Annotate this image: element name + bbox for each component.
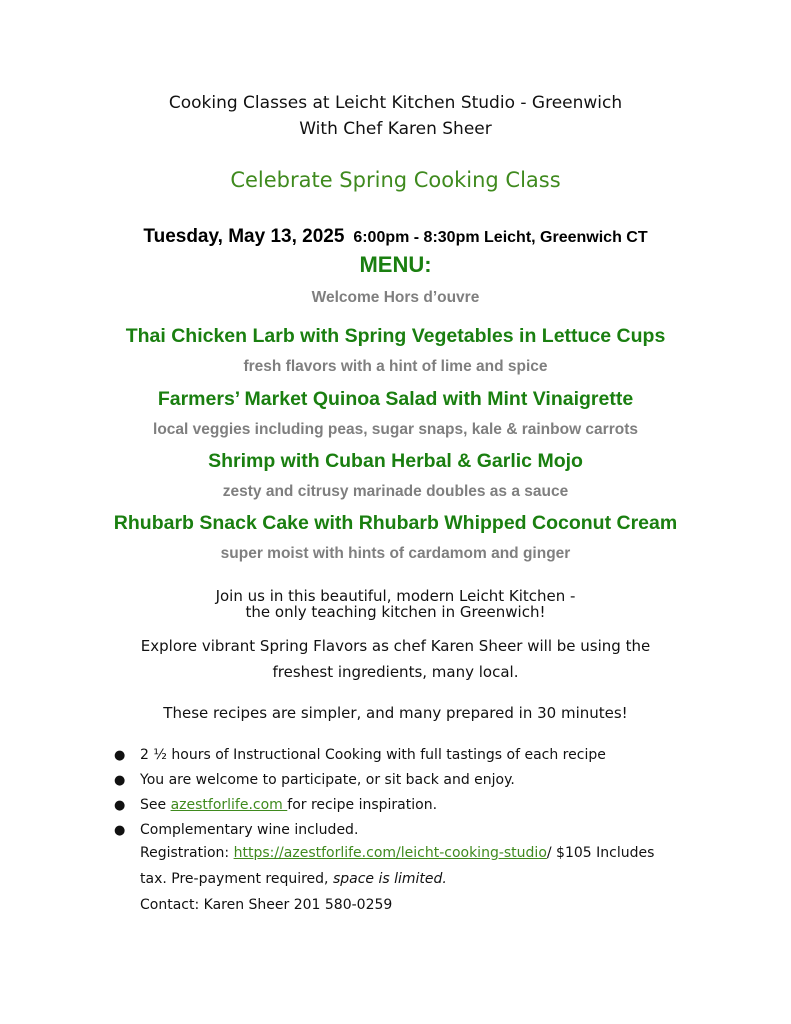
header-line-2: With Chef Karen Sheer: [299, 119, 492, 139]
bullet-text: Complementary wine included.: [140, 822, 359, 838]
info-bullet-list: [114, 743, 694, 843]
menu-item-name: Shrimp with Cuban Herbal & Garlic Mojo: [208, 450, 583, 472]
explore-line-2: freshest ingredients, many local.: [272, 663, 519, 681]
menu-heading: MENU:: [359, 252, 432, 277]
explore-line-1: Explore vibrant Spring Flavors as chef Karen Sheer will be using the: [140, 637, 651, 655]
menu-item-name: Rhubarb Snack Cake with Rhubarb Whipped Coconut Cream: [113, 512, 678, 534]
menu-item-description: super moist with hints of cardamom and ginger: [220, 545, 571, 562]
bullet-text: You are welcome to participate, or sit back and enjoy.: [140, 772, 515, 788]
azestforlife-link[interactable]: azestforlife.com: [170, 797, 288, 813]
event-time-location: 6:00pm - 8:30pm Leicht, Greenwich CT: [353, 229, 648, 246]
bullet-text: 2 ½ hours of Instructional Cooking with full tastings of each recipe: [140, 747, 606, 763]
event-date-line: [0, 226, 791, 248]
intro-line-1: Join us in this beautiful, modern Leicht Kitchen -: [215, 587, 576, 605]
bullet-icon: ●: [114, 748, 126, 763]
space-limited-text: space is limited.: [332, 871, 447, 887]
menu-item-description: fresh flavors with a hint of lime and spice: [243, 358, 548, 375]
menu-welcome: Welcome Hors d’ouvre: [311, 289, 480, 306]
menu-item-description: zesty and citrusy marinade doubles as a sauce: [222, 483, 569, 500]
registration-price: / $105 Includes: [546, 845, 655, 861]
header-line-1: Cooking Classes at Leicht Kitchen Studio - Greenwich: [168, 93, 623, 113]
event-date: Tuesday, May 13, 2025: [143, 226, 345, 247]
intro-line-2: the only teaching kitchen in Greenwich!: [245, 603, 546, 621]
menu-item-description: local veggies including peas, sugar snaps, kale & rainbow carrots: [153, 421, 638, 438]
list-item: [114, 768, 694, 793]
menu-item-name: Farmers’ Market Quinoa Salad with Mint Vinaigrette: [157, 388, 634, 410]
prepayment-line: [140, 871, 447, 887]
bullet-text: [140, 793, 437, 818]
bullet-icon: ●: [114, 798, 126, 813]
simpler-recipes-line: These recipes are simpler, and many prepared in 30 minutes!: [163, 704, 628, 722]
registration-link[interactable]: https://azestforlife.com/leicht-cooking-studio: [233, 845, 547, 861]
bullet-suffix: for recipe inspiration.: [287, 797, 438, 813]
bullet-prefix: See: [140, 797, 171, 813]
bullet-icon: ●: [114, 773, 126, 788]
registration-label: Registration:: [140, 845, 234, 861]
prepayment-text: tax. Pre-payment required,: [140, 871, 333, 887]
list-item: [114, 743, 694, 768]
list-item: [114, 818, 694, 843]
registration-line: [140, 845, 654, 861]
menu-item-name: Thai Chicken Larb with Spring Vegetables in Lettuce Cups: [125, 325, 666, 347]
page-title: Celebrate Spring Cooking Class: [230, 168, 561, 192]
contact-line: Contact: Karen Sheer 201 580-0259: [140, 897, 393, 913]
list-item: [114, 793, 694, 818]
bullet-icon: ●: [114, 823, 126, 838]
